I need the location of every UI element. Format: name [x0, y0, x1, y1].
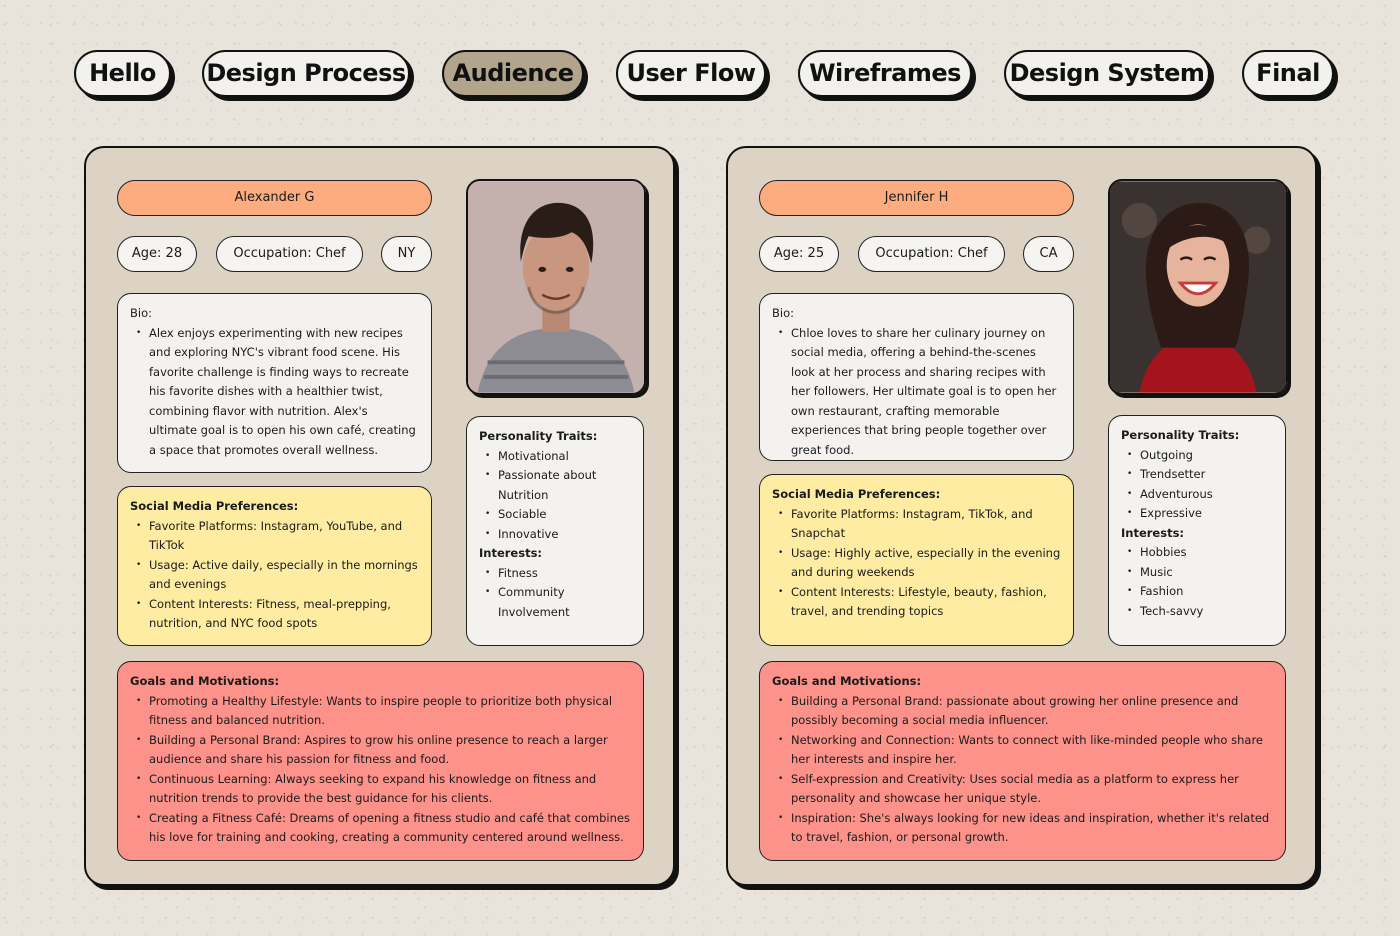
list-item: • Chloe loves to share her culinary journey on social media, offering a behind-the-scenes look at her process and sharing recipes with her followers. Her ultimate goal is to open her own restaurant, crafting memorable experiences that bring people together over great food.	[772, 324, 1061, 461]
list-item: • Favorite Platforms: Instagram, TikTok, and Snapchat	[772, 505, 1061, 544]
traits-title: Personality Traits:	[1121, 428, 1240, 442]
list-item: • Building a Personal Brand: passionate about growing her online presence and possibly becoming a social media influencer.	[772, 692, 1273, 731]
tab-design-system[interactable]: Design System	[1004, 50, 1210, 97]
bio-title: Bio:	[772, 306, 794, 320]
list-item: • Continuous Learning: Always seeking to expand his knowledge on fitness and nutrition trends to provide the best guidance for his clients.	[130, 770, 631, 809]
traits-box	[466, 416, 644, 646]
traits-title: Personality Traits:	[479, 429, 598, 443]
list-item: • Fitness	[479, 564, 631, 584]
persona-photo	[466, 179, 646, 395]
list-item: • Content Interests: Fitness, meal-prepping, nutrition, and NYC food spots	[130, 595, 419, 634]
occupation-chip: Occupation: Chef	[216, 236, 363, 272]
social-media-box	[117, 486, 432, 646]
interests-title: Interests:	[1121, 525, 1185, 540]
tab-audience[interactable]: Audience	[442, 50, 584, 97]
goals-title: Goals and Motivations:	[130, 674, 280, 688]
occupation-chip: Occupation: Chef	[858, 236, 1005, 272]
age-chip: Age: 25	[759, 236, 839, 272]
location-chip: CA	[1023, 236, 1074, 272]
goals-box	[117, 661, 644, 861]
list-item: • Creating a Fitness Café: Dreams of opening a fitness studio and café that combines his love for training and cooking, creating a community centered around wellness.	[130, 809, 631, 848]
tab-wireframes[interactable]: Wireframes	[798, 50, 972, 97]
social-title: Social Media Preferences:	[772, 487, 941, 501]
list-item: • Usage: Active daily, especially in the mornings and evenings	[130, 556, 419, 595]
tab-design-process[interactable]: Design Process	[202, 50, 410, 97]
persona-name: Alexander G	[117, 180, 432, 216]
persona-photo	[1108, 179, 1288, 395]
tab-user-flow[interactable]: User Flow	[616, 50, 766, 97]
goals-title: Goals and Motivations:	[772, 674, 922, 688]
list-item: • Music	[1121, 563, 1273, 583]
list-item: • Self-expression and Creativity: Uses social media as a platform to express her personality and showcase her unique style.	[772, 770, 1273, 809]
list-item: • Motivational	[479, 447, 631, 467]
portrait-man-icon	[468, 181, 644, 393]
list-item: • Expressive	[1121, 504, 1273, 524]
list-item: • Fashion	[1121, 582, 1273, 602]
list-item: • Innovative	[479, 525, 631, 545]
social-title: Social Media Preferences:	[130, 499, 299, 513]
location-chip: NY	[381, 236, 432, 272]
bio-box	[759, 293, 1074, 461]
goals-box	[759, 661, 1286, 861]
list-item: • Outgoing	[1121, 446, 1273, 466]
list-item: • Inspiration: She's always looking for new ideas and inspiration, whether it's related to travel, fashion, or personal growth.	[772, 809, 1273, 848]
list-item: • Building a Personal Brand: Aspires to grow his online presence to reach a larger audience and share his passion for fitness and food.	[130, 731, 631, 770]
persona-card	[84, 146, 675, 886]
tab-final[interactable]: Final	[1242, 50, 1334, 97]
list-item: • Promoting a Healthy Lifestyle: Wants to inspire people to prioritize both physical fitness and balanced nutrition.	[130, 692, 631, 731]
list-item: • Trendsetter	[1121, 465, 1273, 485]
list-item: • Usage: Highly active, especially in the evening and during weekends	[772, 544, 1061, 583]
list-item: • Hobbies	[1121, 543, 1273, 563]
list-item: • Alex enjoys experimenting with new recipes and exploring NYC's vibrant food scene. His favorite challenge is finding ways to recreate his favorite dishes with a healthier twist, combining flavor with nutrition. Alex's ultimate goal is to open his own café, creating a space that promotes overall wellness.	[130, 324, 419, 461]
list-item: • Networking and Connection: Wants to connect with like-minded people who share her interests and inspire her.	[772, 731, 1273, 770]
persona-card	[726, 146, 1317, 886]
traits-box	[1108, 415, 1286, 646]
bio-title: Bio:	[130, 306, 152, 320]
list-item: • Adventurous	[1121, 485, 1273, 505]
persona-name: Jennifer H	[759, 180, 1074, 216]
list-item: • Favorite Platforms: Instagram, YouTube, and TikTok	[130, 517, 419, 556]
social-media-box	[759, 474, 1074, 646]
age-chip: Age: 28	[117, 236, 197, 272]
list-item: • Content Interests: Lifestyle, beauty, fashion, travel, and trending topics	[772, 583, 1061, 622]
list-item: • Tech-savvy	[1121, 602, 1273, 622]
bio-box	[117, 293, 432, 473]
portrait-woman-icon	[1110, 181, 1286, 393]
interests-title: Interests:	[479, 546, 543, 560]
tab-hello[interactable]: Hello	[74, 50, 171, 97]
list-item: • Passionate about Nutrition	[479, 466, 631, 505]
list-item: • Sociable	[479, 505, 631, 525]
list-item: • Community Involvement	[479, 583, 631, 622]
